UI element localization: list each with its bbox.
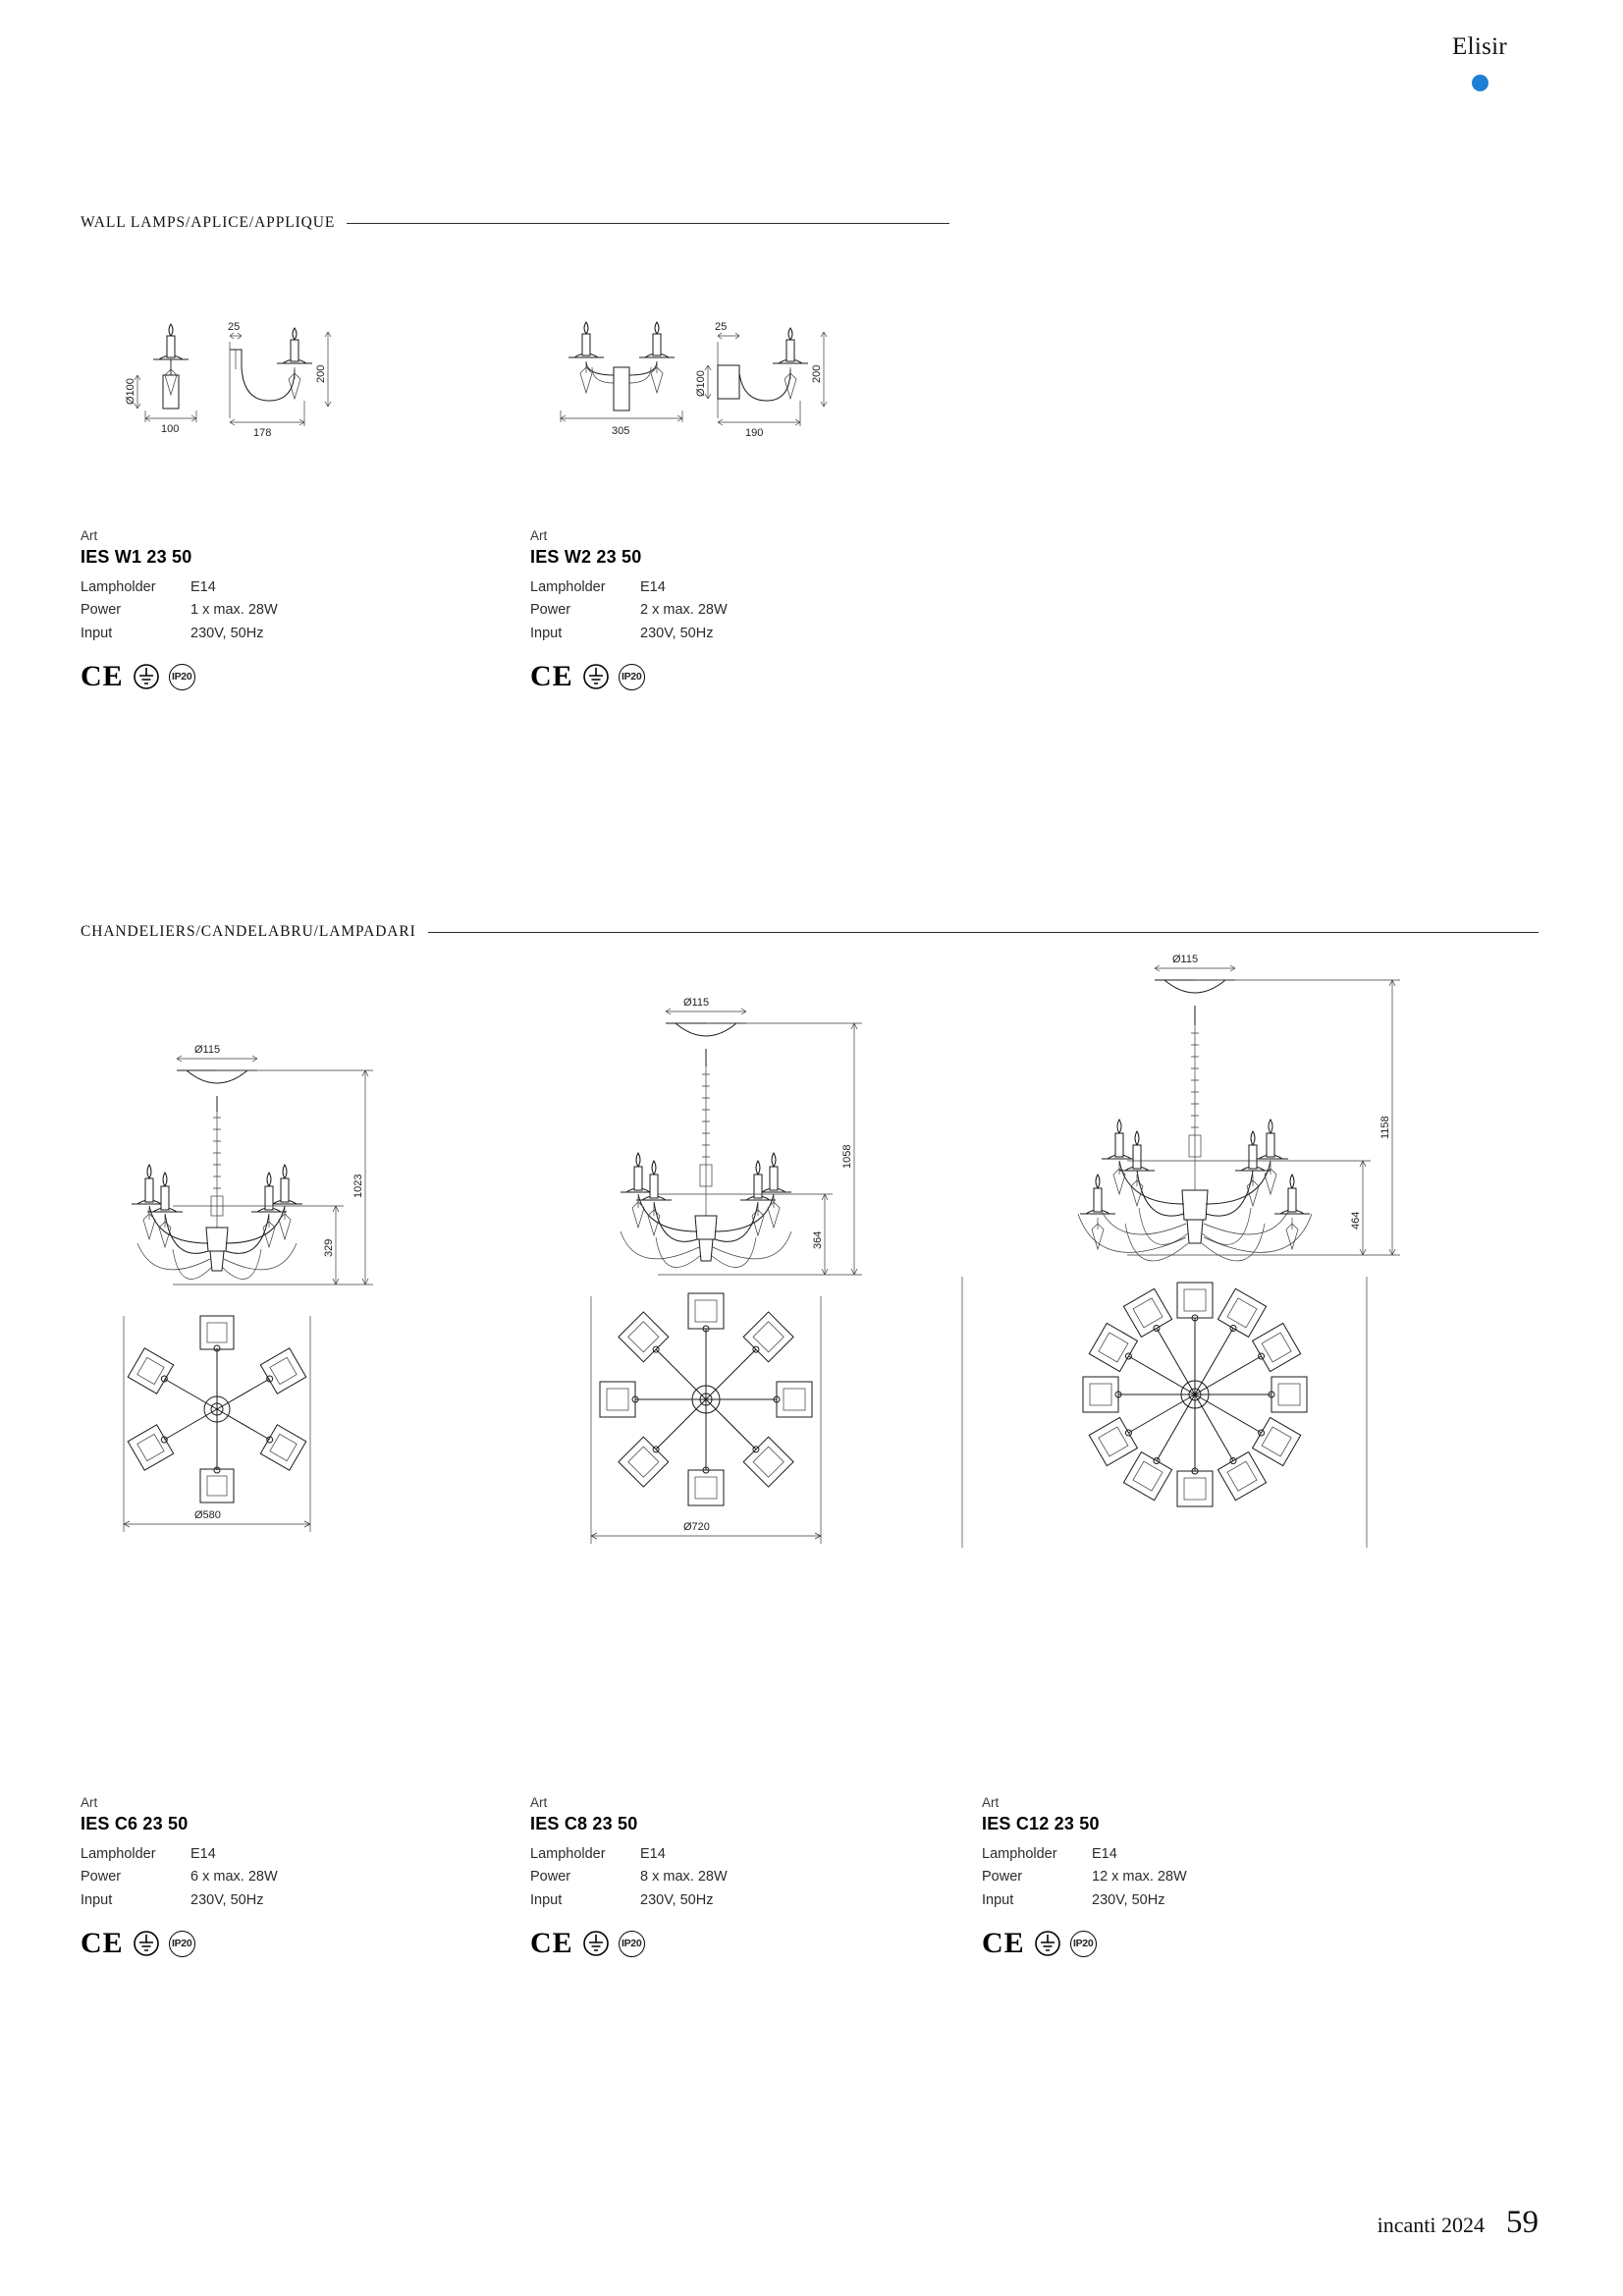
art-label: Art xyxy=(81,1795,98,1810)
spec-key-lampholder: Lampholder xyxy=(81,1846,156,1862)
spec-input xyxy=(530,1889,854,1912)
art-label: Art xyxy=(530,528,548,543)
svg-text:Ø100: Ø100 xyxy=(125,378,136,405)
svg-text:25: 25 xyxy=(715,321,728,333)
spec-value-lampholder: E14 xyxy=(1092,1846,1117,1862)
certification-marks xyxy=(81,662,405,691)
svg-text:305: 305 xyxy=(612,425,630,437)
spec-power xyxy=(530,1866,854,1888)
product-specs-ies-c12 xyxy=(982,1795,1306,1958)
product-specs-ies-w1 xyxy=(81,528,405,691)
page-footer xyxy=(1378,2205,1539,2241)
product-code: IES C8 23 50 xyxy=(530,1814,638,1833)
spec-value-power: 6 x max. 28W xyxy=(190,1869,278,1886)
svg-text:329: 329 xyxy=(323,1238,335,1257)
drawing-ies-w1 xyxy=(77,321,361,491)
brand-name: Elisir xyxy=(1452,33,1507,60)
section-title-wall-lamps: WALL LAMPS/APLICE/APPLIQUE xyxy=(81,214,336,231)
certification-marks xyxy=(530,1929,854,1958)
spec-value-lampholder: E14 xyxy=(640,1846,666,1862)
drawing-ies-c8 xyxy=(520,992,962,1660)
drawing-ies-c12 xyxy=(962,943,1483,1669)
earth-ground-icon xyxy=(582,663,610,690)
section-divider xyxy=(347,223,949,224)
art-label: Art xyxy=(982,1795,1000,1810)
svg-text:200: 200 xyxy=(811,364,823,383)
ce-mark-icon: CE xyxy=(982,1927,1025,1960)
spec-value-power: 8 x max. 28W xyxy=(640,1869,728,1886)
page-number: 59 xyxy=(1506,2205,1539,2240)
spec-input xyxy=(81,1889,405,1912)
svg-text:200: 200 xyxy=(315,364,327,383)
spec-value-power: 12 x max. 28W xyxy=(1092,1869,1187,1886)
spec-input xyxy=(81,623,405,645)
spec-value-input: 230V, 50Hz xyxy=(190,1891,264,1908)
spec-power xyxy=(81,1866,405,1888)
spec-key-lampholder: Lampholder xyxy=(81,579,156,595)
certification-marks xyxy=(81,1929,405,1958)
spec-value-input: 230V, 50Hz xyxy=(640,1891,714,1908)
svg-text:Ø580: Ø580 xyxy=(194,1509,221,1521)
spec-value-input: 230V, 50Hz xyxy=(1092,1891,1165,1908)
spec-input xyxy=(982,1889,1306,1912)
earth-ground-icon xyxy=(133,1930,160,1957)
svg-text:100: 100 xyxy=(161,423,180,435)
spec-key-power: Power xyxy=(530,602,571,619)
section-wall-lamps xyxy=(81,214,949,232)
product-code: IES C6 23 50 xyxy=(81,1814,189,1833)
svg-text:1023: 1023 xyxy=(352,1174,364,1198)
spec-lampholder xyxy=(530,576,854,599)
drawing-ies-w2 xyxy=(525,321,849,491)
section-title-chandeliers: CHANDELIERS/CANDELABRU/LAMPADARI xyxy=(81,923,416,940)
svg-text:Ø115: Ø115 xyxy=(194,1044,221,1056)
spec-value-lampholder: E14 xyxy=(190,1846,216,1862)
section-chandeliers xyxy=(81,923,1539,941)
spec-key-power: Power xyxy=(81,602,122,619)
ip20-badge-icon: IP20 xyxy=(169,1931,195,1957)
spec-key-lampholder: Lampholder xyxy=(530,1846,606,1862)
spec-key-power: Power xyxy=(81,1869,122,1886)
drawing-ies-c6 xyxy=(79,1041,491,1650)
spec-value-input: 230V, 50Hz xyxy=(640,625,714,641)
spec-value-power: 1 x max. 28W xyxy=(190,602,278,619)
spec-key-input: Input xyxy=(530,1891,563,1908)
svg-text:178: 178 xyxy=(253,427,272,439)
spec-key-lampholder: Lampholder xyxy=(530,579,606,595)
ce-mark-icon: CE xyxy=(530,1927,573,1960)
ip20-badge-icon: IP20 xyxy=(1070,1931,1097,1957)
spec-lampholder xyxy=(81,576,405,599)
brand-dot-icon xyxy=(1472,75,1488,91)
svg-text:25: 25 xyxy=(228,321,241,333)
spec-power xyxy=(982,1866,1306,1888)
spec-key-power: Power xyxy=(982,1869,1023,1886)
spec-key-power: Power xyxy=(530,1869,571,1886)
spec-key-lampholder: Lampholder xyxy=(982,1846,1057,1862)
svg-text:464: 464 xyxy=(1350,1211,1362,1230)
product-specs-ies-w2 xyxy=(530,528,854,691)
spec-input xyxy=(530,623,854,645)
svg-text:Ø720: Ø720 xyxy=(683,1521,710,1533)
spec-key-input: Input xyxy=(530,625,563,641)
svg-text:1158: 1158 xyxy=(1380,1116,1391,1139)
spec-value-lampholder: E14 xyxy=(190,579,216,595)
art-label: Art xyxy=(81,528,98,543)
svg-text:190: 190 xyxy=(745,427,764,439)
product-code: IES W1 23 50 xyxy=(81,547,192,567)
spec-key-input: Input xyxy=(81,1891,113,1908)
earth-ground-icon xyxy=(582,1930,610,1957)
spec-value-lampholder: E14 xyxy=(640,579,666,595)
svg-text:Ø115: Ø115 xyxy=(683,997,710,1009)
ip20-badge-icon: IP20 xyxy=(619,1931,645,1957)
product-specs-ies-c8 xyxy=(530,1795,854,1958)
ce-mark-icon: CE xyxy=(81,660,124,693)
svg-text:1058: 1058 xyxy=(841,1144,853,1169)
spec-value-power: 2 x max. 28W xyxy=(640,602,728,619)
spec-key-input: Input xyxy=(982,1891,1014,1908)
spec-power xyxy=(81,599,405,622)
spec-key-input: Input xyxy=(81,625,113,641)
brand-mark xyxy=(1421,33,1539,91)
certification-marks xyxy=(982,1929,1306,1958)
ce-mark-icon: CE xyxy=(81,1927,124,1960)
ip20-badge-icon: IP20 xyxy=(169,664,195,690)
footer-brand: incanti 2024 xyxy=(1377,2213,1485,2237)
spec-power xyxy=(530,599,854,622)
product-code: IES W2 23 50 xyxy=(530,547,642,567)
ip20-badge-icon: IP20 xyxy=(619,664,645,690)
section-divider xyxy=(428,932,1539,933)
svg-text:Ø100: Ø100 xyxy=(695,370,707,397)
earth-ground-icon xyxy=(1034,1930,1061,1957)
svg-text:Ø115: Ø115 xyxy=(1172,954,1199,965)
spec-lampholder xyxy=(81,1843,405,1866)
spec-lampholder xyxy=(530,1843,854,1866)
certification-marks xyxy=(530,662,854,691)
svg-text:364: 364 xyxy=(812,1230,824,1249)
art-label: Art xyxy=(530,1795,548,1810)
ce-mark-icon: CE xyxy=(530,660,573,693)
product-specs-ies-c6 xyxy=(81,1795,405,1958)
earth-ground-icon xyxy=(133,663,160,690)
spec-lampholder xyxy=(982,1843,1306,1866)
spec-value-input: 230V, 50Hz xyxy=(190,625,264,641)
product-code: IES C12 23 50 xyxy=(982,1814,1100,1833)
